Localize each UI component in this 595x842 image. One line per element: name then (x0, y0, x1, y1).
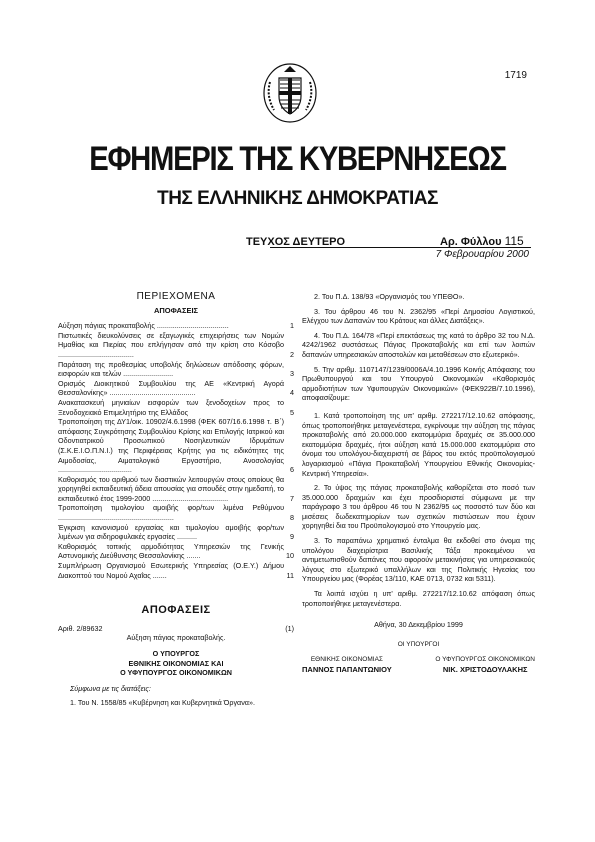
left-column (58, 292, 294, 713)
sheet-number: 115 (504, 234, 524, 248)
toc-text: Τροποποίηση της ΔΥ1/οικ. 10902/4.6.1998 (ΦΕΚ 607/16.6.1998 τ. Β΄) απόφασης Συγκρότησης Συμβουλίου Κρίσης και Επιλογής Ιατρικού και Οδοντιατρικού Προσωπικού Νοσηλευτικών Ιδρυμάτων (Σ.Κ.Ε.Ι.Ο.Π.Ν.Ι.) της Περιφέρειας Κρήτης για τις ειδικότητες της Αιμοδοσίας, Αιματολογικό Εργαστήριο, Ανοσολογίας ..................................... (58, 417, 284, 475)
toc-text: Καθορισμός του αριθμού των διαστικών λειτουργών στους οποίους θα χορηγηθεί εκπαιδευτική άδεια απουσίας για σπουδές στην ημεδαπή, το εκπαιδευτικό έτος 1999-2000 ...................................... (58, 474, 284, 503)
toc-page: 1 (290, 321, 294, 331)
list-item (58, 398, 294, 417)
legal-item: 5. Την αριθμ. 1107147/1239/0006Α/4.10.1996 Κοινής Απόφασης του Πρωθυπουργού και του Υπουργού Οικονομικών «Καθορισμός αρμοδιοτήτων των Υφυπουργών Οικονομικών» (ΦΕΚ922Β/7.10.1996), αποφασίζουμε: (302, 364, 535, 403)
ministers-label: ΟΙ ΥΠΟΥΡΓΟΙ (397, 640, 440, 648)
signatures (302, 655, 535, 674)
decision-paragraph: Τα λοιπά ισχύει η υπ' αριθμ. 272217/12.10.62 απόφαση όπως τροποποιήθηκε μεταγενέστερα. (302, 589, 535, 608)
sheet-label: Αρ. Φύλλου (440, 236, 502, 248)
toc-page: 5 (290, 407, 294, 417)
authority-line: Ο ΥΠΟΥΡΓΟΣ (152, 649, 200, 658)
legal-item: 1. Του Ν. 1558/85 «Κυβέρνηση και Κυβερνητικά Όργανα». (70, 698, 255, 708)
signatory-name: ΠΑΝΝΟΣ ΠΑΠΑΝΤΩΝΙΟΥ (302, 665, 392, 674)
toc-text: Αύξηση πάγιας προκαταβολής .................................... (58, 321, 229, 331)
toc-page: 6 (290, 465, 294, 475)
list-item (58, 561, 294, 580)
decision-subject: Αύξηση πάγιας προκαταβολής. (126, 633, 226, 643)
authority-line: Ο ΥΦΥΠΟΥΡΓΟΣ ΟΙΚΟΝΟΜΙΚΩΝ (120, 668, 232, 678)
issue-label: ΤΕΥΧΟΣ ΔΕΥΤΕΡΟ (246, 236, 346, 248)
sheet-number-block (440, 234, 524, 248)
toc-page: 4 (290, 388, 294, 398)
toc-page: 9 (290, 532, 294, 542)
contents-title: ΠΕΡΙΕΧΟΜΕΝΑ (136, 291, 216, 302)
contents-subheading: ΑΠΟΦΑΣΕΙΣ (153, 305, 199, 315)
toc-text: Τροποποίηση τιμολογίου αμοιβής φορ/των λιμένα Ρεθύμνου .......................................................... (58, 503, 284, 523)
toc-text: Έγκριση κανονισμού εργασίας και τιμολογίου αμοιβής φορ/των λιμένων για σιδηροφυλακές εργασίες .......... (58, 522, 284, 542)
gazette-subtitle: ΤΗΣ ΕΛΛΗΝΙΚΗΣ ΔΗΜΟΚΡΑΤΙΑΣ (157, 188, 438, 209)
right-column (302, 292, 535, 675)
toc-page: 11 (286, 570, 294, 580)
decision-index: (1) (285, 623, 294, 633)
gazette-title: ΕΦΗΜΕΡΙΣ ΤΗΣ ΚΥΒΕΡΝΗΣΕΩΣ (89, 140, 506, 178)
list-item (58, 417, 294, 475)
authority-line: ΕΘΝΙΚΗΣ ΟΙΚΟΝΟΜΙΑΣ ΚΑΙ (128, 658, 224, 668)
legal-item: 3. Του άρθρου 46 του Ν. 2362/95 «Περί Δημοσίου Λογιστικού, Ελέγχου των Δαπανών του Κράτους και άλλες Διατάξεις». (302, 306, 535, 326)
greek-emblem-icon (262, 62, 318, 124)
toc-text: Ορισμός Διοικητικού Συμβουλίου της ΑΕ «Κεντρική Αγορά Θεσσαλονίκης» ........................................... (58, 378, 284, 398)
header-rule (270, 247, 531, 248)
toc-text: Ανακατασκευή μηνιαίων εισφορών των ξενοδοχείων προς το Ξενοδοχειακό Επιμελητήριο της Ελλάδος (58, 397, 284, 417)
having-regard: Σύμφωνα με τις διατάξεις: (70, 683, 151, 693)
toc-page: 10 (286, 551, 294, 561)
toc-text: Καθορισμός τοπικής αρμοδιότητας Υπηρεσιών της Γενικής Αστυνομικής Διεύθυνσης Θεσσαλονίκης ....... (58, 541, 284, 561)
decision-ref: Αριθ. 2/89632 (58, 623, 103, 633)
list-item (58, 331, 294, 360)
toc-text: Συμπλήρωση Οργανισμού Εσωτερικής Υπηρεσίας (Ο.Ε.Υ.) Δήμου Διακοπτού του Νομού Αχαΐας ....... (58, 561, 284, 580)
toc-text: Πιστωτικές διευκολύνσεις σε εξαγωγικές επιχειρήσεις των Νομών Ημαθίας και Πιερίας που επλήγησαν από την κρίση στο Κόσοβο ...................................... (58, 330, 284, 359)
signatory-name: ΝΙΚ. ΧΡΙΣΤΟΔΟΥΛΑΚΗΣ (442, 665, 528, 674)
list-item (58, 523, 294, 542)
decision-paragraph: 1. Κατά τροποποίηση της υπ' αριθμ. 272217/12.10.62 απόφασης, όπως τροποποιήθηκε μεταγενέστερα, εγκρίνουμε την αύξηση της πάγιας προκαταβολής από 20.000.000 εκατομμύρια δραχμές σε 35.000.000 εκατομμύρια δραχμές, ήτοι αύξηση κατά 15.000.000 εκατομμύρια στο όνομα του υπολόγου-διαχειριστή σε βάρος του εκτός προϋπολογισμού λογαριασμού «Πάγια Προκαταβολή Υπουργείου Εθνικής Οικονομίας-Κεντρική Υπηρεσία». (302, 410, 535, 478)
decision-ref-row (58, 624, 294, 634)
page-number: 1719 (504, 70, 527, 81)
list-item (58, 321, 294, 331)
toc-page: 7 (290, 493, 294, 503)
list-item (58, 379, 294, 398)
decision-paragraph: 3. Το παραπάνω χρηματικό ένταλμα θα εκδοθεί στο όνομα της υπολόγου διαχειρίστρια Βασιλικής Τάξα προκειμένου να αντιμετωπισθούν δαπάνες που αφορούν μετακινήσεις για υπηρεσιακούς λόγους στο εξωτερικό υπαλλήλων και της Πολιτικής Ηγεσίας του Υπουργείου μας (Φορέας 13/110, ΚΑΕ 0713, 0732 και 5311). (302, 536, 535, 584)
issue-date: 7 Φεβρουαρίου 2000 (435, 249, 529, 260)
list-item (58, 475, 294, 504)
contents-list (58, 321, 294, 580)
list-item (58, 542, 294, 561)
legal-item: 2. Του Π.Δ. 138/93 «Οργανισμός του ΥΠΕΘΟ». (314, 292, 465, 301)
toc-page: 8 (290, 513, 294, 523)
toc-page: 3 (290, 369, 294, 379)
signatory-role: ΕΘΝΙΚΗΣ ΟΙΚΟΝΟΜΙΑΣ (310, 656, 383, 664)
list-item (58, 360, 294, 379)
list-item (58, 503, 294, 522)
toc-text: Παράταση της προθεσμίας υποβολής δηλώσεων απόδοσης φόρων, εισφορών και τελών ......................... (58, 359, 284, 379)
decisions-heading: ΑΠΟΦΑΣΕΙΣ (141, 604, 211, 617)
decision-paragraph: 2. Το ύψος της πάγιας προκαταβολής καθορίζεται στο ποσό των 35.000.000 δραχμών και έχει προσδιοριστεί σύμφωνα με την παράγραφο 3 του άρθρου 46 του Ν 2362/95 ως ποσοστό των δύο και μισέσεις δωδεκατημορίων των σχετικών πιστώσεων που έχουν χορηγηθεί δια του Προϋπολογισμού στο Υπουργείο μας. (302, 483, 535, 531)
toc-page: 2 (290, 349, 294, 359)
signatory (435, 655, 535, 674)
signatory (302, 655, 392, 674)
signatory-role: Ο ΥΦΥΠΟΥΡΓΟΣ ΟΙΚΟΝΟΜΙΚΩΝ (435, 656, 535, 664)
place-date: Αθήνα, 30 Δεκεμβρίου 1999 (374, 620, 463, 630)
legal-item: 4. Του Π.Δ. 164/78 «Περί επεκτάσεως της κατά το άρθρο 32 του Ν.Δ. 4242/1962 συστάσεως Πάγιας Προκαταβολής και επί των λοιπών δαπανών υπηρεσιακών αποστολών και μεταθέσεων στο εξωτερικό». (302, 330, 535, 359)
